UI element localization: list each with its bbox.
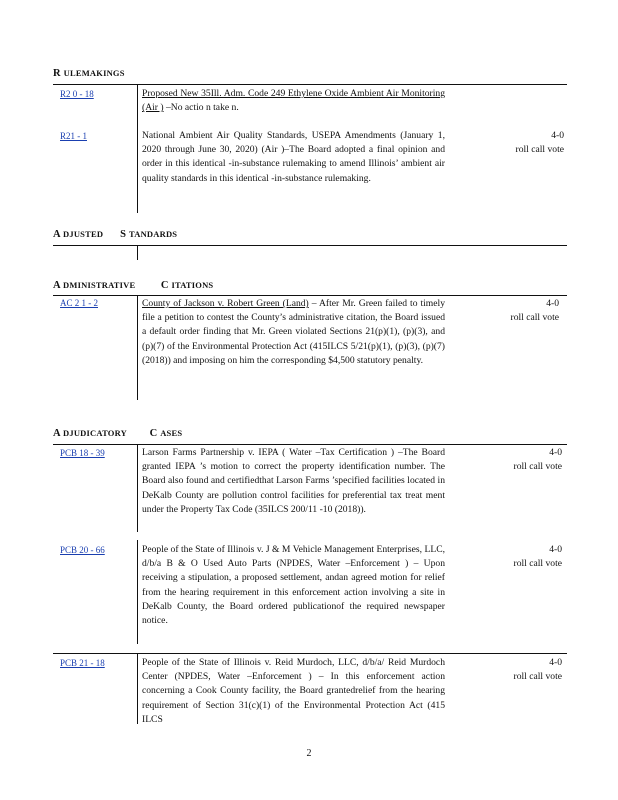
docket-link[interactable]: PCB 20 - 66 xyxy=(60,545,105,555)
heading-initial: C xyxy=(160,280,169,291)
column-divider xyxy=(137,296,138,400)
heading-rest: DMINISTRATIVE xyxy=(63,280,136,290)
heading-initial: A xyxy=(53,280,61,291)
vote-count: 4-0 xyxy=(549,544,562,555)
item-description: People of the State of Illinois v. Reid Murdoch, LLC, d/b/a/ Reid Murdoch Center (NPDES, Water –Enforcement ) – In this enforcement action concerning a Cook County facility, the Board grantedrelief from the hearing requirement of Section 31(c)(1) of the Environmental Protection Act (415 ILCS xyxy=(142,657,445,725)
page-number: 2 xyxy=(306,748,312,759)
section-rule xyxy=(53,84,567,85)
vote-label: roll call vote xyxy=(513,671,562,683)
vote-label: roll call vote xyxy=(513,461,562,473)
heading-initial: R xyxy=(53,68,61,79)
docket-link[interactable]: R2 0 - 18 xyxy=(60,89,94,99)
vote-count: 4-0 xyxy=(549,657,562,668)
section-rule xyxy=(53,245,567,246)
vote-result xyxy=(492,446,562,474)
column-divider xyxy=(137,654,138,724)
vote-label: roll call vote xyxy=(515,144,564,156)
description-text: – After Mr. Green failed to timely file a petition to contest the County’s administrative citation, the Board issued a default order finding that Mr. Green violated Sections 21(p)(1), (p)(3), and (p)(7) of the Environmental Protection Act (415ILCS 5/21(p)(1), (p)(3), (p)(7) (2018)) and imposing on him the corresponding $4,500 statutory penalty. xyxy=(142,298,445,366)
column-divider xyxy=(137,246,138,260)
heading-rest: ITATIONS xyxy=(171,280,214,290)
column-divider xyxy=(137,540,138,644)
docket-link[interactable]: AC 2 1 - 2 xyxy=(60,298,98,308)
docket-link[interactable]: PCB 18 - 39 xyxy=(60,448,105,458)
heading-rest: TANDARDS xyxy=(129,229,178,239)
item-description xyxy=(142,297,445,368)
docket-link[interactable]: R21 - 1 xyxy=(60,131,87,141)
vote-count: 4-0 xyxy=(551,130,564,141)
column-divider xyxy=(137,445,138,532)
vote-result xyxy=(492,656,562,684)
vote-result xyxy=(489,297,559,325)
heading-initial: C xyxy=(149,428,158,439)
case-title: Proposed New 35Ill. Adm. Code 249 Ethylene Oxide Ambient Air Monitoring (Air ) xyxy=(142,88,445,114)
vote-result xyxy=(492,543,562,571)
column-divider xyxy=(137,85,138,213)
section-heading-adjusted-standards xyxy=(53,229,177,240)
case-title: County of Jackson v. Robert Green (Land) xyxy=(142,298,309,309)
heading-initial: A xyxy=(53,229,61,240)
heading-rest: ASES xyxy=(160,428,183,438)
heading-rest: ULEMAKINGS xyxy=(63,68,125,78)
item-description: Larson Farms Partnership v. IEPA ( Water –Tax Certification ) –The Board granted IEPA ’s motion to correct the property identification number. The Board also found and certifiedthat Larson Farms ’specified facilities located in DeKalb County are pollution control facilities for preferential tax treat ment under the Property Tax Code (35ILCS 200/11 -10 (2018)). xyxy=(142,447,445,515)
vote-label: roll call vote xyxy=(513,558,562,570)
vote-result xyxy=(494,129,564,157)
item-description: National Ambient Air Quality Standards, USEPA Amendments (January 1, 2020 through June 30, 2020) (Air )–The Board adopted a final opinion and order in this identical -in-substance rulemaking to amend Illinois’ ambient air quality standards in this identical -in-substance rulemaking. xyxy=(142,130,445,184)
row-rule xyxy=(53,653,567,654)
heading-rest: DJUSTED xyxy=(63,229,104,239)
vote-count: 4-0 xyxy=(549,447,562,458)
docket-link[interactable]: PCB 21 - 18 xyxy=(60,658,105,668)
section-heading-rulemakings xyxy=(53,68,125,79)
item-description xyxy=(142,87,445,115)
heading-initial: A xyxy=(53,428,61,439)
description-text: –No actio n take n. xyxy=(165,102,239,114)
heading-rest: DJUDICATORY xyxy=(63,428,127,438)
vote-label: roll call vote xyxy=(510,312,559,324)
vote-count: 4-0 xyxy=(546,298,559,309)
item-description: People of the State of Illinois v. J & M Vehicle Management Enterprises, LLC, d/b/a B & O Used Auto Parts (NPDES, Water –Enforcement ) – Upon receiving a stipulation, a proposed settlement, andan agreed motion for relief from the hearing requirement in this enforcement action involving a site in DeKalb County, the Board ordered publicationof the required newspaper notice. xyxy=(142,544,445,627)
section-heading-adjudicatory-cases xyxy=(53,428,182,439)
section-heading-administrative-citations xyxy=(53,280,213,291)
section-rule xyxy=(53,444,567,445)
heading-initial: S xyxy=(120,229,127,240)
section-rule xyxy=(53,295,567,296)
